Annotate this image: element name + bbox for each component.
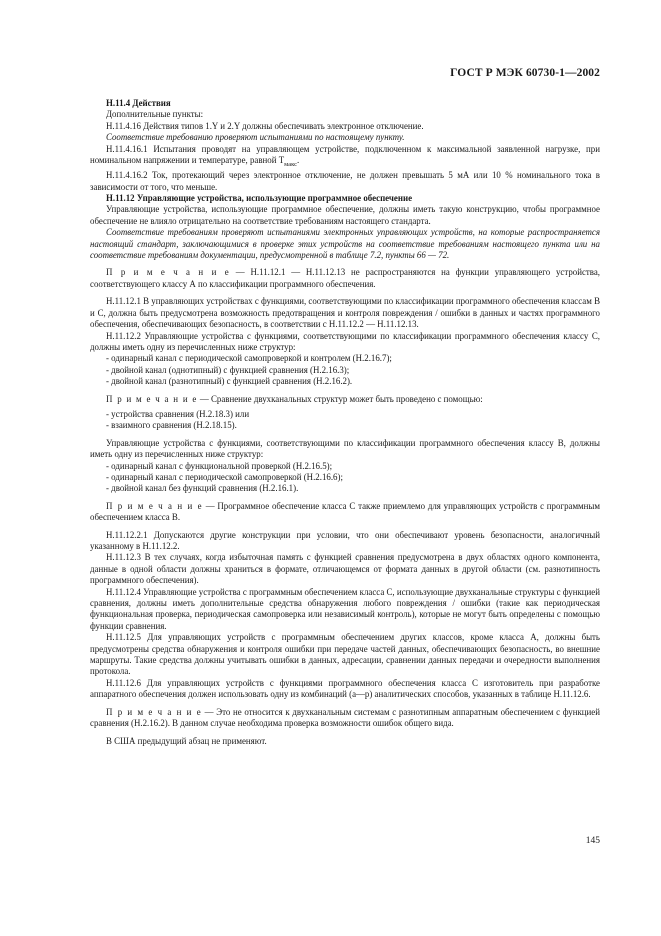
paragraph: В США предыдущий абзац не применяют. — [106, 735, 267, 746]
compliance-text: Соответствие требованиям проверяют испытаниями электронных управляющих устройств, на которые распространяется настоящий стандарт, заключающимися в проверке этих устройств на соответствие требованиям настоящего пункта или на соответствие требованиям документации, предусмотренной в таблице 7.2, пункты 66 — 72. — [90, 227, 600, 261]
note — [90, 501, 600, 524]
paragraph: Н.11.12.3 В тех случаях, когда избыточная память с функцией сравнения предусмотрена в двух областях одного компонента, данные в одной области должны храниться в формате, отличающемся от формата данных в другой области (см. разнотипность программного обеспечения). — [90, 552, 600, 586]
subscript-text: макс — [284, 160, 297, 168]
note-text: — Это не относится к двухканальным системам с разнотипным аппаратным обеспечением с функцией сравнения (Н.2.16.2). В данном случае необходима проверка возможности ошибок общего вида. — [90, 706, 600, 729]
paragraph-text-end: . — [296, 155, 300, 166]
note-label: П р и м е ч а н и е — [106, 393, 198, 404]
list-item: - двойной канал (разнотипный) с функцией сравнения (Н.2.16.2). — [106, 376, 353, 387]
list-item: - двойной канал без функций сравнения (Н.2.16.1). — [106, 483, 299, 494]
list-item: - одинарный канал с периодической самопроверкой и контролем (Н.2.16.7); — [106, 353, 392, 364]
list-item: - одинарный канал с периодической самопроверкой (Н.2.16.6); — [106, 471, 343, 482]
note-label: П р и м е ч а н и е — [106, 267, 230, 278]
list-item: - одинарный канал с функциональной проверкой (Н.2.16.5); — [106, 460, 333, 471]
paragraph: Н.11.12.2.1 Допускаются другие конструкции при условии, что они обеспечивают уровень безопасности, аналогичный указанному в Н.11.12.2. — [90, 529, 600, 551]
note-text: — Сравнение двухканальных структур может быть проведено с помощью: — [197, 393, 483, 404]
list-item: - взаимного сравнения (Н.2.18.15). — [106, 420, 237, 431]
paragraph: Дополнительные пункты: — [106, 109, 204, 120]
section-heading-h11-12: Н.11.12 Управляющие устройства, использующие программное обеспечение — [106, 193, 413, 204]
note-text: — Н.11.12.1 — Н.11.12.13 не распространяются на функции управляющего устройства, соответствующего классу А по классификации программного обеспечения. — [90, 267, 600, 289]
paragraph: Управляющие устройства, использующие программное обеспечение, должны иметь такую конструкцию, чтобы программное обеспечение не влияло отрицательно на соответствие требованиям настоящего стандарта. — [90, 204, 600, 226]
paragraph: Н.11.4.16 Действия типов 1.Y и 2.Y должны обеспечивать электронное отключение. — [106, 120, 424, 131]
paragraph: Н.11.4.16.2 Ток, протекающий через электронное отключение, не должен превышать 5 мА или 10 % номинального тока в зависимости от того, что меньше. — [90, 170, 600, 192]
paragraph — [90, 144, 600, 171]
note — [90, 394, 600, 405]
paragraph-text: Н.11.4.16.1 Испытания проводят на управляющем устройстве, подключенном к максимальной заявленной нагрузке, при номинальном напряжении и температуре, равной T — [90, 143, 600, 166]
standard-header: ГОСТ Р МЭК 60730-1—2002 — [450, 67, 600, 79]
note-text: — Программное обеспечение класса С также приемлемо для управляющих устройств с программным обеспечением класса В. — [90, 500, 601, 523]
note-label: П р и м е ч а н и е — [106, 706, 202, 717]
paragraph: Н.11.12.2 Управляющие устройства с функциями, соответствующими по классификации программного обеспечения классу С, должны иметь одну из перечисленных ниже структур: — [90, 330, 600, 352]
list-item: - устройства сравнения (Н.2.18.3) или — [106, 408, 250, 419]
paragraph: Н.11.12.1 В управляющих устройствах с функциями, соответствующими по классификации программного обеспечения классам В и С, должна быть предусмотрена возможность предотвращения и контроля повреждения / ошибки в данных и частях программного обеспечения, обеспечивающих безопасность, в соответствии с Н.11.12.2 — Н.11.12.13. — [90, 296, 600, 330]
note — [90, 267, 600, 290]
paragraph: Управляющие устройства с функциями, соответствующими по классификации программного обеспечения классу В, должны иметь одну из перечисленных ниже структур: — [90, 437, 600, 460]
paragraph: Н.11.12.5 Для управляющих устройств с программным обеспечением других классов, кроме класса А, должны быть предусмотрены средства обнаружения и контроля ошибки при передаче частей данных, обеспечивающих безопасность, во внешние маршруты. Такие средства должны учитывать ошибки в данных, адресации, сравнении данных передачи и очередности выполнения протокола. — [90, 632, 600, 677]
page-number: 145 — [585, 836, 600, 846]
paragraph: Н.11.12.6 Для управляющих устройств с функциями программного обеспечения класса С изготовитель при разработке аппаратного обеспечения должен использовать одну из комбинаций (а—р) аналитических способов, указанных в таблице Н.11.12.6. — [90, 677, 600, 700]
note-label: П р и м е ч а н и е — [106, 500, 203, 511]
list-item: - двойной канал (однотипный) с функцией сравнения (Н.2.16.3); — [106, 364, 350, 375]
paragraph: Н.11.12.4 Управляющие устройства с программным обеспечением класса С, использующие двухканальные структуры с функцией сравнения, должны иметь дополнительные средства обнаружения любого повреждения / ошибки (такие как периодическая функциональная проверка, периодическая самопроверка или независимый контроль), которые не могут быть определены с помощью функции сравнения. — [90, 586, 600, 631]
compliance-text: Соответствие требованию проверяют испытаниями по настоящему пункту. — [106, 132, 405, 143]
page-body — [90, 98, 600, 747]
note — [90, 707, 600, 730]
section-heading-h11-4: Н.11.4 Действия — [106, 98, 171, 108]
